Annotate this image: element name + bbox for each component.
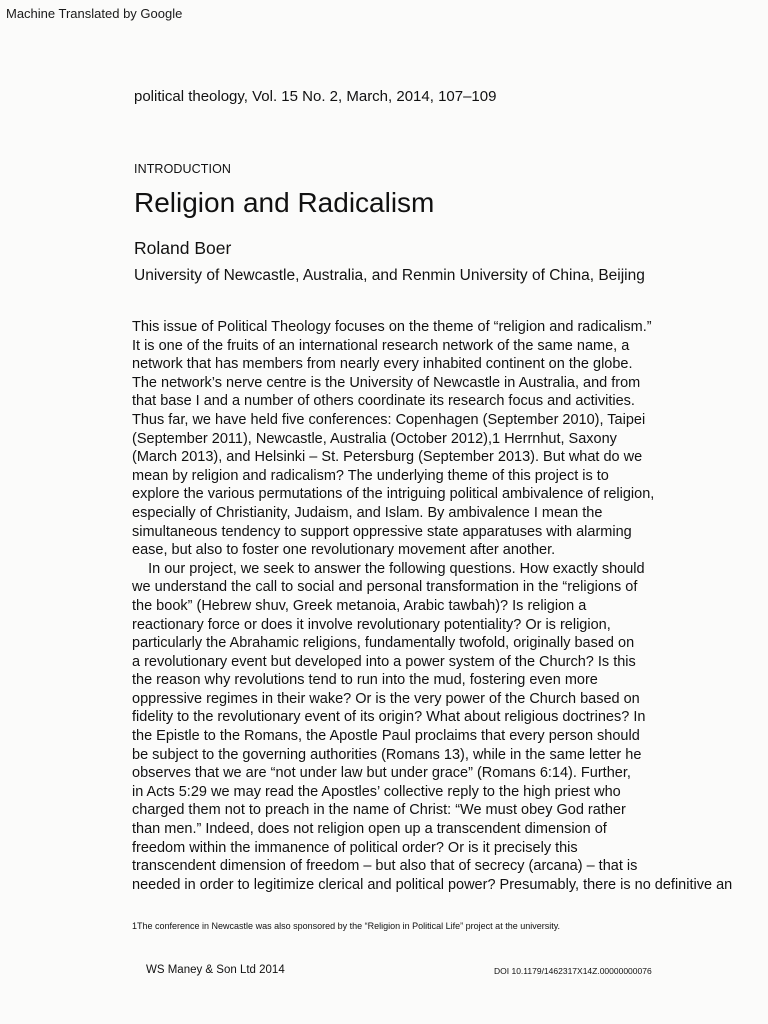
body-line: fidelity to the revolutionary event of its origin? What about religious doctrines? In: [132, 709, 646, 726]
body-line: explore the various permutations of the intriguing political ambivalence of religion,: [132, 486, 655, 503]
body-line: the reason why revolutions tend to run into the mud, fostering even more: [132, 672, 598, 689]
footer-publisher: WS Maney & Son Ltd 2014: [146, 964, 285, 976]
body-line: be subject to the governing authorities (Romans 13), while in the same letter he: [132, 746, 642, 763]
body-line: In our project, we seek to answer the following questions. How exactly should: [132, 560, 645, 577]
article-title: Religion and Radicalism: [134, 187, 435, 218]
body-line: transcendent dimension of freedom – but also that of secrecy (arcana) – that is: [132, 858, 638, 875]
author-name: Roland Boer: [134, 238, 232, 258]
body-line: charged them not to preach in the name of Christ: “We must obey God rather: [132, 802, 626, 819]
body-line: (March 2013), and Helsinki – St. Petersburg (September 2013). But what do we: [132, 449, 643, 466]
journal-citation: political theology, Vol. 15 No. 2, March, 2014, 107–109: [134, 88, 497, 105]
body-line: oppressive regimes in their wake? Or is the very power of the Church based on: [132, 690, 640, 707]
body-line: (September 2011), Newcastle, Australia (October 2012),1 Herrnhut, Saxony: [132, 430, 617, 447]
body-line: the book” (Hebrew shuv, Greek metanoia, Arabic tawbah)? Is religion a: [132, 597, 587, 614]
body-line: reactionary force or does it involve revolutionary potentiality? Or is religion,: [132, 616, 611, 633]
body-line: needed in order to legitimize clerical and political power? Presumably, there is no definitive an: [132, 876, 733, 893]
body-line: mean by religion and radicalism? The underlying theme of this project is to: [132, 467, 609, 484]
footnote: 1The conference in Newcastle was also sponsored by the “Religion in Political Life” project at the university.: [132, 921, 561, 931]
footer-doi: DOI 10.1179/1462317X14Z.00000000076: [494, 966, 652, 976]
body-line: that base I and a number of others coordinate its research focus and activities.: [132, 393, 635, 410]
body-line: network that has members from nearly every inhabited continent on the globe.: [132, 356, 633, 373]
body-line: observes that we are “not under law but under grace” (Romans 6:14). Further,: [132, 765, 631, 782]
machine-translation-banner: Machine Translated by Google: [6, 6, 183, 21]
body-line: than men.” Indeed, does not religion open up a transcendent dimension of: [132, 821, 607, 838]
body-line: Thus far, we have held five conferences: Copenhagen (September 2010), Taipei: [132, 411, 646, 428]
body-line: in Acts 5:29 we may read the Apostles’ collective reply to the high priest who: [132, 783, 621, 800]
author-affiliation: University of Newcastle, Australia, and Renmin University of China, Beijing: [134, 267, 645, 284]
body-line: The network’s nerve centre is the University of Newcastle in Australia, and from: [132, 374, 641, 391]
body-line: we understand the call to social and personal transformation in the “religions of: [132, 579, 638, 596]
body-line: This issue of Political Theology focuses on the theme of “religion and radicalism.”: [132, 319, 652, 335]
body-line: particularly the Abrahamic religions, fundamentally twofold, originally based on: [132, 635, 635, 652]
body-line: especially of Christianity, Judaism, and Islam. By ambivalence I mean the: [132, 504, 603, 521]
body-line: freedom within the immanence of political order? Or is it precisely this: [132, 839, 578, 856]
body-line: a revolutionary event but developed into a power system of the Church? Is this: [132, 653, 636, 670]
body-text: [132, 318, 768, 894]
section-label: INTRODUCTION: [134, 162, 232, 176]
body-line: the Epistle to the Romans, the Apostle Paul proclaims that every person should: [132, 728, 640, 745]
body-line: ease, but also to foster one revolutionary movement after another.: [132, 542, 556, 559]
body-line: simultaneous tendency to support oppressive state apparatuses with alarming: [132, 523, 632, 540]
body-line: It is one of the fruits of an international research network of the same name, a: [132, 337, 630, 354]
